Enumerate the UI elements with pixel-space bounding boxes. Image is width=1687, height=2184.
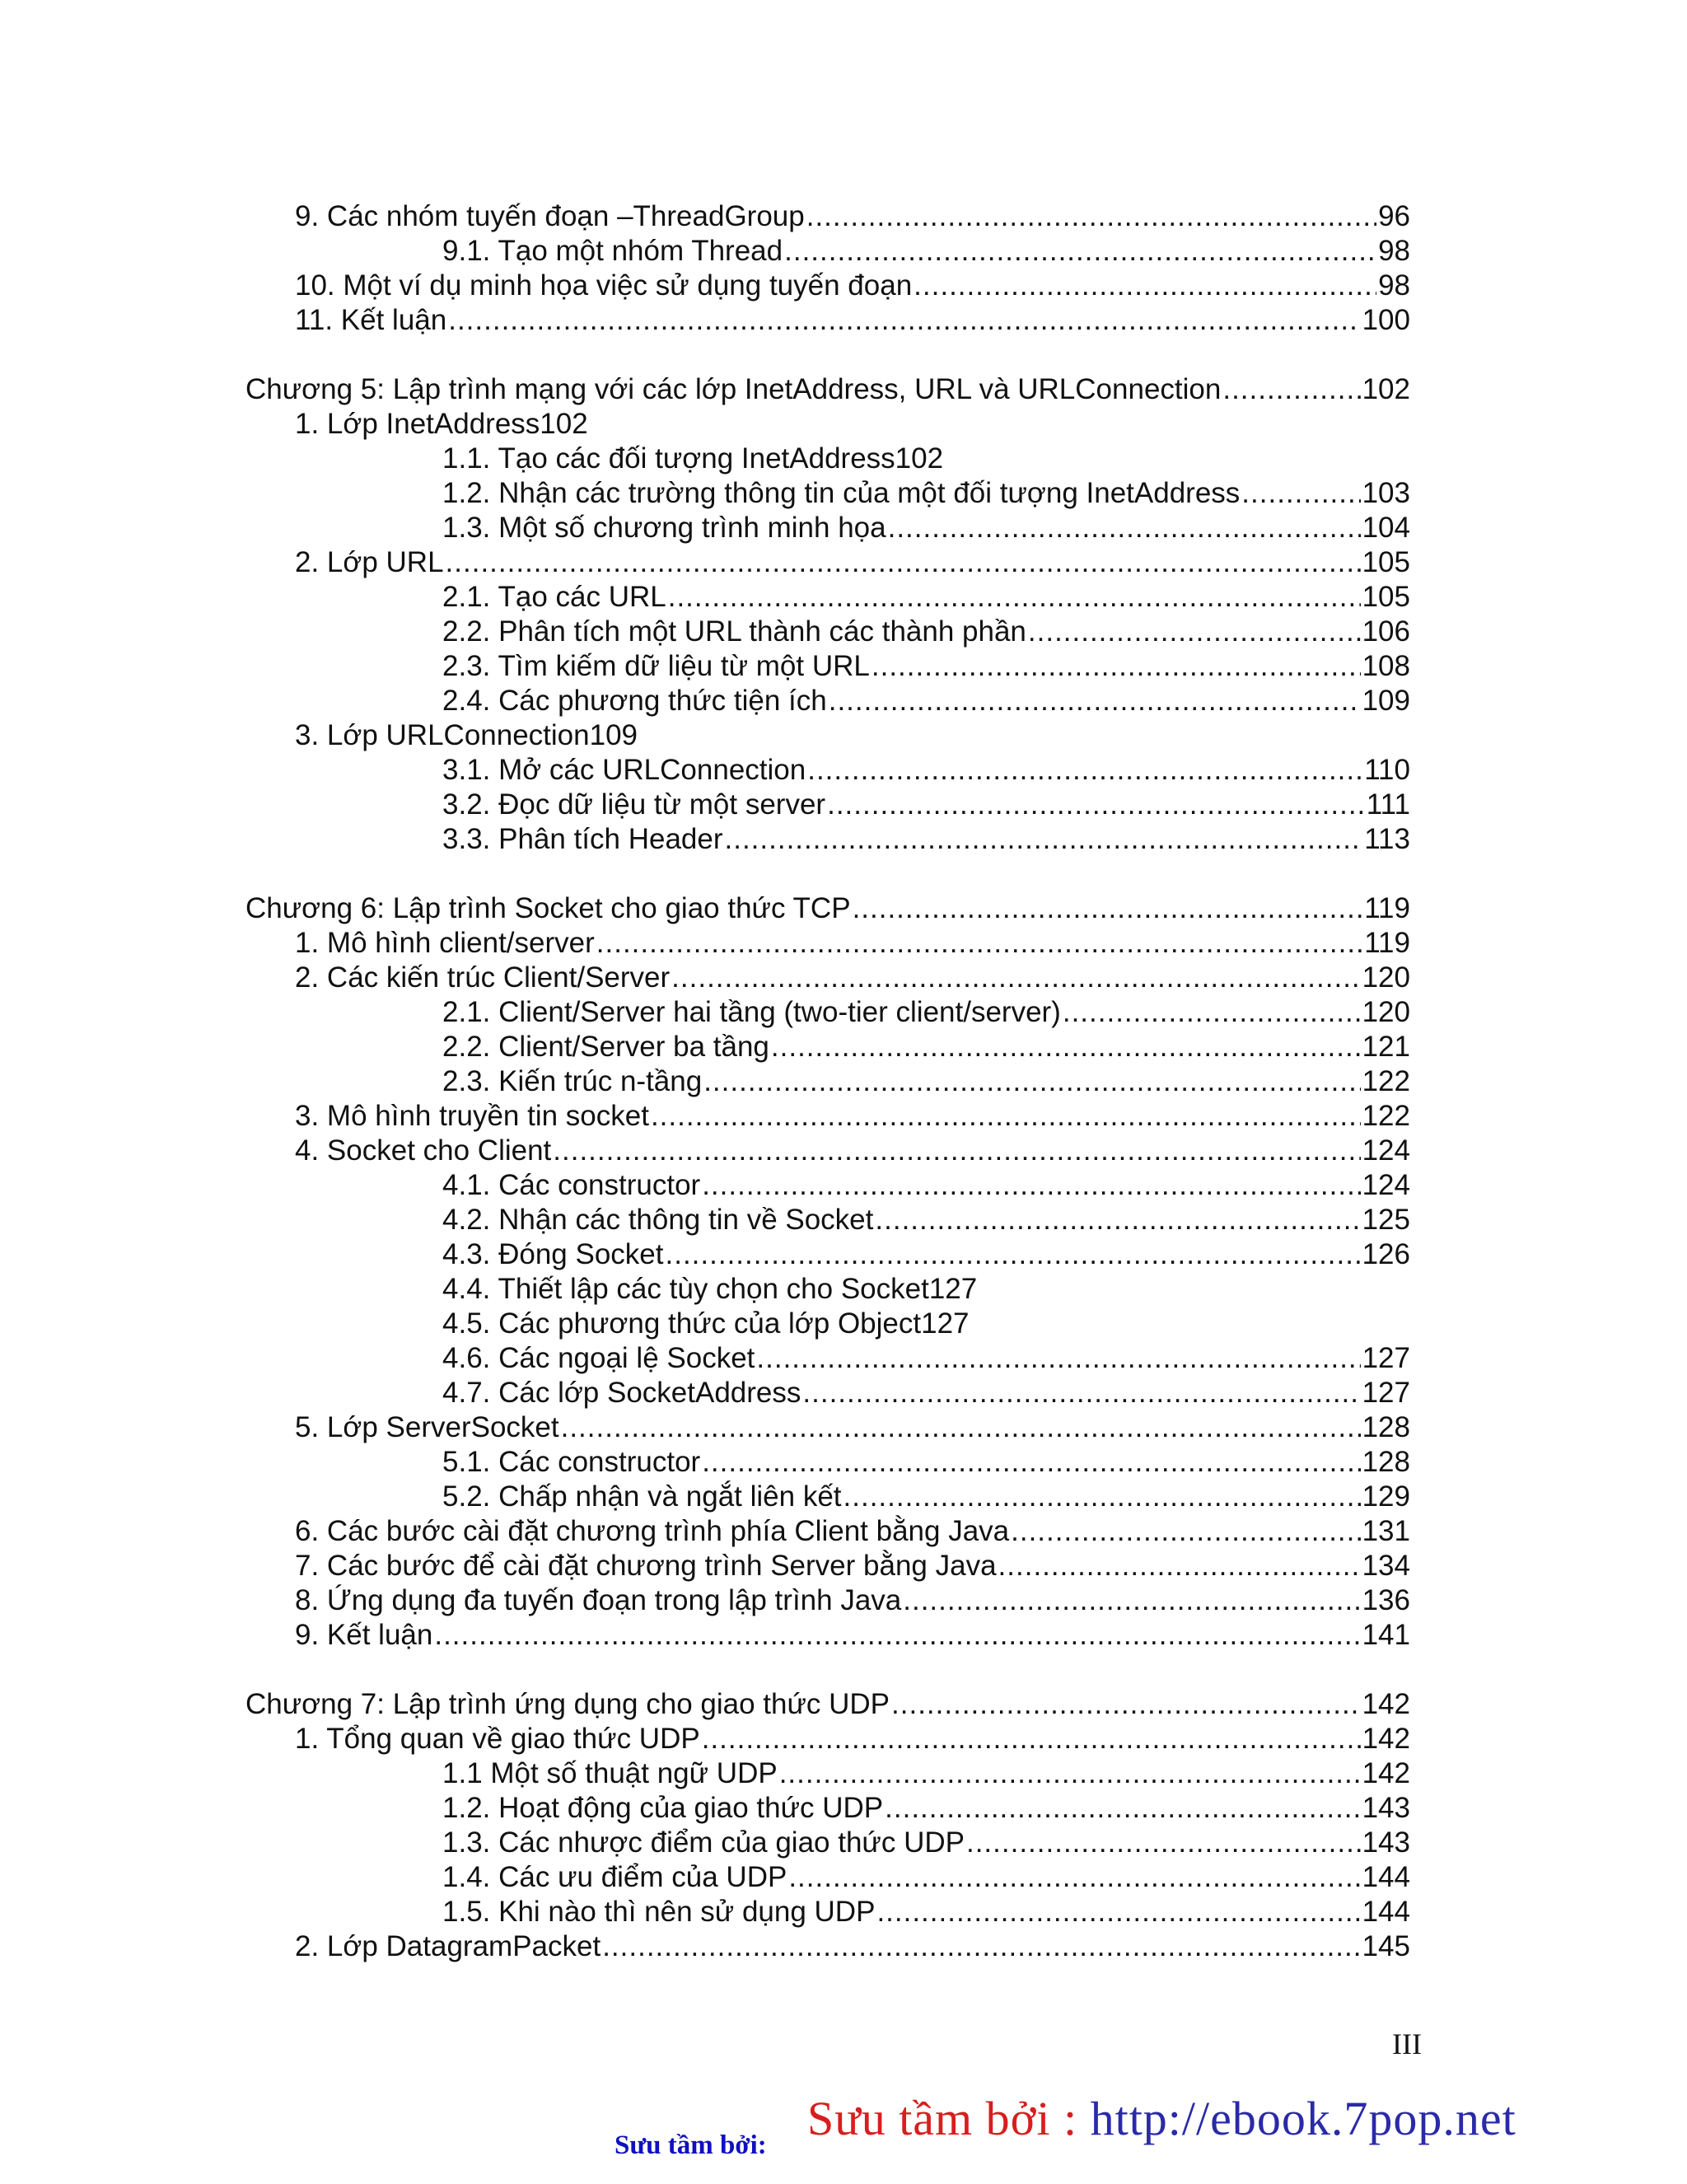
toc-entry[interactable]	[0, 1168, 1687, 1203]
toc-entry-title: 4.3. Đóng Socket	[442, 1238, 664, 1270]
toc-entry-page: 141	[1362, 1619, 1410, 1651]
toc-entry[interactable]	[0, 1272, 1687, 1307]
toc-entry[interactable]	[0, 1099, 1687, 1134]
toc-entry-page: 110	[1364, 754, 1410, 786]
toc-entry-page: 136	[1362, 1584, 1410, 1616]
toc-dot-leader	[602, 1929, 1360, 1964]
toc-entry-title: 10. Một ví dụ minh họa việc sử dụng tuyến đoạn	[295, 269, 913, 302]
toc-entry[interactable]	[0, 1203, 1687, 1237]
toc-entry-title: 7. Các bước để cài đặt chương trình Server bằng Java	[295, 1550, 997, 1582]
toc-entry-page: 119	[1364, 927, 1410, 959]
toc-dot-leader	[827, 788, 1365, 822]
toc-entry-title: 4.6. Các ngoại lệ Socket	[442, 1342, 755, 1374]
toc-entry-page: 105	[1362, 581, 1410, 613]
toc-entry-title: 5.2. Chấp nhận và ngắt liên kết	[442, 1480, 842, 1513]
toc-entry-page: 103	[1362, 477, 1410, 509]
toc-entry[interactable]	[0, 303, 1687, 338]
toc-chapter-entry[interactable]	[0, 891, 1687, 926]
toc-entry-title: 1. Mô hình client/server	[295, 927, 595, 959]
toc-entry-page: 113	[1364, 823, 1410, 855]
toc-entry-page: 108	[1362, 650, 1410, 682]
toc-dot-leader	[771, 1030, 1361, 1064]
toc-entry-page: 142	[1362, 1688, 1410, 1720]
toc-entry-page: 129	[1362, 1480, 1410, 1513]
toc-entry[interactable]	[0, 545, 1687, 580]
page-number: III	[1392, 2027, 1422, 2060]
toc-entry-page: 120	[1362, 996, 1410, 1028]
toc-dot-leader	[784, 234, 1376, 269]
toc-entry[interactable]	[0, 961, 1687, 995]
toc-entry-title: 5.1. Các constructor	[442, 1446, 701, 1478]
toc-entry-title: 1.5. Khi nào thì nên sử dụng UDP	[442, 1896, 876, 1928]
toc-entry[interactable]	[0, 995, 1687, 1030]
toc-dot-leader	[756, 1341, 1360, 1376]
toc-dot-leader	[844, 1480, 1361, 1514]
toc-entry-page: 127	[1362, 1377, 1410, 1409]
toc-entry-page: 144	[1362, 1861, 1410, 1893]
toc-entry-title: 3.3. Phân tích Header	[442, 823, 723, 855]
toc-entry[interactable]	[0, 1618, 1687, 1653]
toc-dot-leader	[802, 1376, 1360, 1410]
toc-entry-title: 2. Lớp DatagramPacket	[295, 1930, 601, 1962]
toc-dot-leader	[885, 1791, 1360, 1826]
toc-dot-leader	[807, 753, 1362, 788]
toc-dot-leader	[702, 1168, 1360, 1203]
toc-entry-title: 2.1. Client/Server hai tầng (two-tier client/server)	[442, 996, 1061, 1028]
toc-entry-title: 2.3. Tìm kiếm dữ liệu từ một URL	[442, 650, 870, 682]
toc-entry-title: 3.2. Đọc dữ liệu từ một server	[442, 788, 826, 821]
toc-dot-leader	[876, 1895, 1360, 1929]
toc-dot-leader	[872, 649, 1361, 684]
toc-entry-title: 8. Ứng dụng đa tuyến đoạn trong lập trình Java	[295, 1584, 902, 1616]
toc-entry[interactable]	[0, 1341, 1687, 1376]
toc-dot-leader	[891, 1687, 1361, 1722]
toc-entry[interactable]	[0, 718, 1687, 753]
toc-entry[interactable]	[0, 1549, 1687, 1583]
toc-entry-page: 143	[1362, 1826, 1410, 1859]
watermark-url: http://ebook.7pop.net	[1090, 2092, 1516, 2145]
toc-entry-page: 104	[1362, 512, 1410, 544]
toc-entry[interactable]	[0, 511, 1687, 545]
toc-entry[interactable]	[0, 788, 1687, 822]
toc-entry-page: 111	[1366, 788, 1410, 821]
toc-dot-leader	[666, 1237, 1361, 1272]
toc-entry-title: 1.2. Nhận các trường thông tin của một đối tượng InetAddress	[442, 477, 1241, 509]
toc-entry-title: 3. Mô hình truyền tin socket	[295, 1100, 649, 1132]
toc-entry-page: 122	[1362, 1100, 1410, 1132]
toc-entry[interactable]	[0, 1791, 1687, 1826]
footer-label: Sưu tầm bởi:	[615, 2130, 767, 2160]
toc-dot-leader	[806, 199, 1376, 234]
toc-entry[interactable]	[0, 1237, 1687, 1272]
toc-dot-leader	[702, 1722, 1361, 1756]
toc-entry-page: 119	[1364, 892, 1410, 924]
toc-entry-title: 1.2. Hoạt động của giao thức UDP	[442, 1792, 884, 1824]
toc-dot-leader	[448, 303, 1360, 338]
toc-entry-page: 109	[1362, 685, 1410, 717]
toc-entry[interactable]	[0, 1064, 1687, 1099]
toc-entry-page: 121	[1362, 1031, 1410, 1063]
toc-dot-leader	[853, 891, 1363, 926]
toc-dot-leader	[779, 1756, 1361, 1791]
toc-entry-page: 143	[1362, 1792, 1410, 1824]
toc-entry-title: 4. Socket cho Client	[295, 1134, 552, 1167]
toc-dot-leader	[446, 545, 1361, 580]
toc-entry[interactable]	[0, 1480, 1687, 1514]
toc-entry-title: Chương 6: Lập trình Socket cho giao thức TCP	[245, 892, 851, 924]
toc-entry-title: 1. Lớp InetAddress102	[295, 408, 588, 440]
toc-entry[interactable]	[0, 684, 1687, 718]
toc-entry-title: 5. Lớp ServerSocket	[295, 1411, 559, 1443]
toc-entry[interactable]	[0, 753, 1687, 788]
toc-entry-title: 3.1. Mở các URLConnection	[442, 754, 806, 786]
toc-dot-leader	[888, 511, 1361, 545]
toc-entry-title: 2. Lớp URL	[295, 546, 444, 578]
toc-dot-leader	[668, 580, 1361, 615]
toc-entry-page: 124	[1362, 1169, 1410, 1201]
toc-entry-title: 1.3. Các nhược điểm của giao thức UDP	[442, 1826, 965, 1859]
toc-entry-title: 2.3. Kiến trúc n-tầng	[442, 1065, 703, 1097]
toc-entry[interactable]	[0, 1583, 1687, 1618]
toc-entry-title: 1. Tổng quan về giao thức UDP	[295, 1723, 700, 1755]
watermark	[807, 2091, 1516, 2146]
toc-dot-leader	[1241, 476, 1360, 511]
toc-entry-title: 9.1. Tạo một nhóm Thread	[442, 235, 783, 267]
toc-entry-title: 6. Các bước cài đặt chương trình phía Client bằng Java	[295, 1515, 1010, 1547]
toc-entry[interactable]	[0, 1722, 1687, 1756]
toc-entry[interactable]	[0, 1895, 1687, 1929]
toc-entry-page: 102	[1362, 373, 1410, 405]
toc-entry-title: 4.5. Các phương thức của lớp Object127	[442, 1307, 970, 1340]
toc-entry[interactable]	[0, 822, 1687, 857]
toc-entry-page: 124	[1362, 1134, 1410, 1167]
toc-entry-page: 98	[1378, 269, 1410, 302]
toc-dot-leader	[875, 1203, 1360, 1237]
toc-dot-leader	[1222, 372, 1360, 407]
toc-dot-leader	[966, 1826, 1361, 1860]
toc-dot-leader	[703, 1064, 1360, 1099]
toc-entry-title: 4.7. Các lớp SocketAddress	[442, 1377, 801, 1409]
toc-entry-page: 96	[1378, 200, 1410, 232]
toc-dot-leader	[671, 961, 1360, 995]
toc-entry-page: 98	[1378, 235, 1410, 267]
toc-dot-leader	[561, 1410, 1361, 1445]
toc-entry-page: 144	[1362, 1896, 1410, 1928]
toc-entry-title: 1.4. Các ưu điểm của UDP	[442, 1861, 787, 1893]
toc-entry-title: 2.4. Các phương thức tiện ích	[442, 685, 827, 717]
toc-entry[interactable]	[0, 926, 1687, 961]
toc-entry[interactable]	[0, 1826, 1687, 1860]
toc-chapter-entry[interactable]	[0, 1687, 1687, 1722]
toc-entry-title: 4.1. Các constructor	[442, 1169, 701, 1201]
toc-entry[interactable]	[0, 1410, 1687, 1445]
toc-entry-title: 9. Kết luận	[295, 1619, 433, 1651]
table-of-contents	[0, 199, 1687, 1964]
toc-entry[interactable]	[0, 1860, 1687, 1895]
toc-entry[interactable]	[0, 1756, 1687, 1791]
toc-entry-page: 127	[1362, 1342, 1410, 1374]
toc-entry[interactable]	[0, 1134, 1687, 1168]
toc-entry[interactable]	[0, 1929, 1687, 1964]
toc-entry-title: 1.1. Tạo các đối tượng InetAddress102	[442, 442, 944, 475]
toc-entry-page: 142	[1362, 1723, 1410, 1755]
toc-entry-title: 2. Các kiến trúc Client/Server	[295, 961, 671, 994]
toc-dot-leader	[725, 822, 1363, 857]
toc-entry[interactable]	[0, 442, 1687, 476]
toc-dot-leader	[1028, 615, 1361, 649]
toc-entry[interactable]	[0, 234, 1687, 269]
toc-dot-leader	[702, 1445, 1360, 1480]
toc-entry-title: 4.4. Thiết lập các tùy chọn cho Socket127	[442, 1273, 978, 1305]
toc-dot-leader	[788, 1860, 1360, 1895]
toc-entry[interactable]	[0, 199, 1687, 234]
toc-entry[interactable]	[0, 649, 1687, 684]
toc-entry-title: 11. Kết luận	[295, 304, 447, 336]
toc-entry[interactable]	[0, 1376, 1687, 1410]
toc-entry-title: Chương 5: Lập trình mạng với các lớp InetAddress, URL và URLConnection	[245, 373, 1222, 405]
toc-entry-page: 120	[1362, 961, 1410, 994]
toc-entry[interactable]	[0, 476, 1687, 511]
toc-entry-title: 2.2. Client/Server ba tầng	[442, 1031, 769, 1063]
toc-entry-page: 131	[1362, 1515, 1410, 1547]
toc-entry-page: 145	[1362, 1930, 1410, 1962]
toc-entry-title: 3. Lớp URLConnection109	[295, 719, 638, 751]
toc-dot-leader	[829, 684, 1361, 718]
toc-entry[interactable]	[0, 1307, 1687, 1341]
toc-entry-title: 2.1. Tạo các URL	[442, 581, 666, 613]
toc-entry-page: 106	[1362, 615, 1410, 648]
toc-entry-page: 122	[1362, 1065, 1410, 1097]
toc-entry-title: 1.3. Một số chương trình minh họa	[442, 512, 886, 544]
toc-entry[interactable]	[0, 580, 1687, 615]
toc-entry-title: 1.1 Một số thuật ngữ UDP	[442, 1757, 778, 1789]
toc-dot-leader	[903, 1583, 1360, 1618]
toc-entry-page: 126	[1362, 1238, 1410, 1270]
toc-entry-page: 134	[1362, 1550, 1410, 1582]
toc-dot-leader	[914, 269, 1376, 303]
toc-entry-title: 9. Các nhóm tuyến đoạn –ThreadGroup	[295, 200, 805, 232]
toc-entry[interactable]	[0, 269, 1687, 303]
toc-entry[interactable]	[0, 1445, 1687, 1480]
toc-entry-page: 128	[1362, 1411, 1410, 1443]
toc-dot-leader	[998, 1549, 1361, 1583]
toc-entry-page: 142	[1362, 1757, 1410, 1789]
toc-dot-leader	[1063, 995, 1361, 1030]
toc-entry-title: 2.2. Phân tích một URL thành các thành phần	[442, 615, 1026, 648]
toc-entry-page: 100	[1362, 304, 1410, 336]
toc-entry[interactable]	[0, 1514, 1687, 1549]
toc-dot-leader	[596, 926, 1362, 961]
toc-entry-page: 105	[1362, 546, 1410, 578]
watermark-label: Sưu tầm bởi :	[807, 2092, 1091, 2145]
toc-entry-title: Chương 7: Lập trình ứng dụng cho giao thức UDP	[245, 1688, 890, 1720]
toc-dot-leader	[553, 1134, 1360, 1168]
toc-chapter-entry[interactable]	[0, 372, 1687, 407]
toc-entry[interactable]	[0, 1030, 1687, 1064]
toc-entry-page: 125	[1362, 1204, 1410, 1236]
toc-dot-leader	[434, 1618, 1360, 1653]
toc-dot-leader	[1011, 1514, 1360, 1549]
toc-dot-leader	[651, 1099, 1361, 1134]
toc-entry[interactable]	[0, 407, 1687, 442]
toc-entry-page: 128	[1362, 1446, 1410, 1478]
toc-entry-title: 4.2. Nhận các thông tin về Socket	[442, 1204, 874, 1236]
toc-entry[interactable]	[0, 615, 1687, 649]
